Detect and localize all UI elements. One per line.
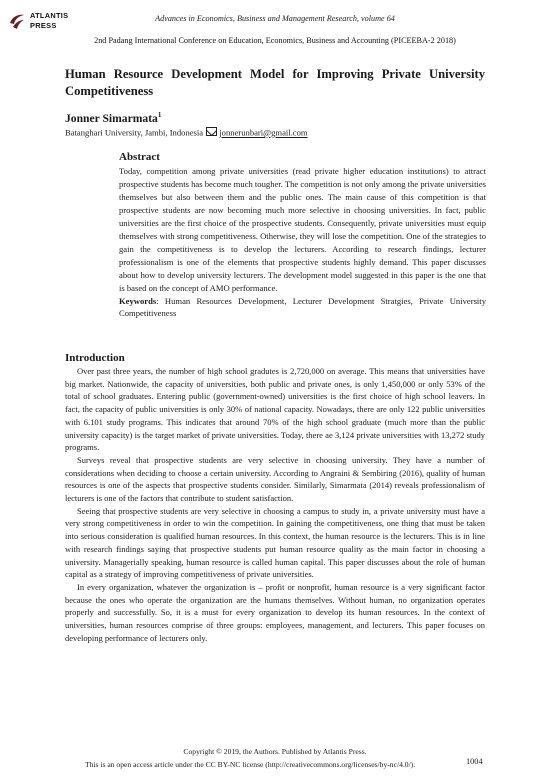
author-email-link[interactable]: jonnerunbari@gmail.com	[219, 127, 308, 138]
keywords	[119, 295, 486, 321]
intro-paragraph: Surveys reveal that prospective students are very selective in choosing university. They have a number of considerations when deciding to choose a certain university. According to Angraini & Sembiring (2016), quality of human resources is one of the aspects that prospective students consider. Similarly, Simarmata (2014) reveals professionalism of lecturers is one of the factors that contribute to student satisfaction.	[65, 454, 485, 504]
journal-header: Advances in Economics, Business and Management Research, volume 64	[155, 14, 395, 23]
author-superscript: 1	[157, 111, 162, 119]
introduction-heading: Introduction	[65, 352, 125, 364]
abstract-heading: Abstract	[119, 151, 160, 163]
abstract-body: Today, competition among private universities (read private higher education institutions) to attract prospective students has become much tougher. The competition is not only among the private universities themselves but also between them and the public ones. The main cause of this competition is that prospective students are now becoming much more selective in choosing universities. In fact, public universities are the first choice of the prospective students. Consequently, private universities must equip themselves with strong competitiveness. Otherwise, they will lose the competition. One of the strategies to gain the competitiveness is to develop the lecturers. According to research findings, lecturer professionalism is one of the elements that prospective students highly demand. This paper discusses about how to develop university lecturers. The development model suggested in this paper is the one that is based on the concept of AMO performance.	[119, 166, 486, 293]
keywords-text: : Human Resources Development, Lecturer Development Stratgies, Private University Competitiveness	[119, 295, 486, 319]
conference-header: 2nd Padang International Conference on Education, Economics, Business and Accounting (PICEEBA-2 2018)	[94, 36, 456, 45]
keywords-label: Keywords	[119, 295, 157, 306]
affiliation-text: Batanghari University, Jambi, Indonesia	[65, 127, 204, 138]
license-notice: This is an open access article under the CC BY-NC license (http://creativecommons.org/licenses/by-nc/4.0/).	[85, 760, 416, 769]
author-name-text: Jonner Simarmata	[65, 111, 158, 125]
copyright-notice: Copyright © 2019, the Authors. Published by Atlantis Press.	[183, 747, 367, 756]
intro-paragraph: Seeing that prospective students are very selective in choosing a campus to study in, a private university must have a very strong competitiveness in order to win the competition. In gaining the competitiveness, one thing that must be taken into serious consideration is qualified human resources. In this context, the human resource is the lecturers. This is in line with research findings saying that prospective students put human resource quality as the main factor in choosing a university. Managerially speaking, human resource is called human capital. This paper discusses about the role of human capital as a strategy of improving competitiveness of private universities.	[65, 505, 485, 580]
logo-line-1: ATLANTIS	[30, 11, 69, 20]
author-name	[65, 111, 161, 125]
paper-title: Human Resource Development Model for Improving Private University Competitiveness	[65, 67, 485, 98]
intro-paragraph: Over past three years, the number of high school gradutes is 2,720,000 on average. This means that universities have big market. Nationwide, the capacity of universities, both public and private ones, is only 1,450,000 or only 53% of the total of school graduates. Entering public (government-owned) universities is the first choice of high school leavers. In fact, the capacity of public universities is only 30% of national capacity. Nowadays, there are only 122 public universities with 6.101 study programs. This indicates that around 70% of the high school graduate (much more than the public university capacity) is the target market of private universities. Today, there ae 3,124 private universities with 13,272 study programs.	[65, 366, 485, 453]
introduction-body	[65, 365, 485, 644]
affiliation	[65, 127, 308, 138]
logo-line-2: PRESS	[30, 21, 57, 30]
page-number: 1004	[466, 757, 483, 766]
abstract-section	[119, 151, 486, 320]
envelope-icon	[206, 127, 217, 136]
intro-paragraph: In every organization, whatever the organization is – profit or nonprofit, human resource is a very significant factor because the ones who operate the organization are the humans themselves. Without human, no organization operates properly and successfully. So, it is a must for every organization to develop its human resources. In the context of universities, human resources comprise of three groups: employees, management, and lecturers. This paper focuses on developing performance of lecturers only.	[65, 581, 485, 643]
